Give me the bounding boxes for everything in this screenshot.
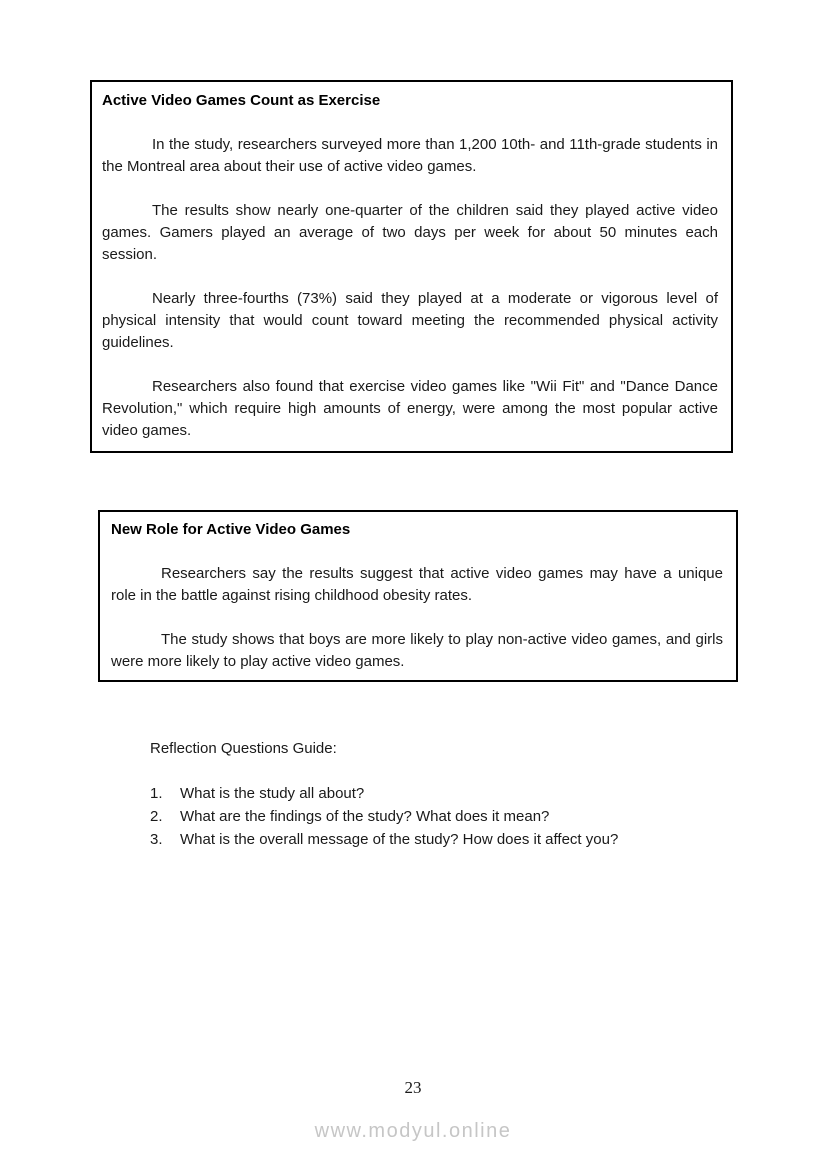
role-paragraph-1: Researchers say the results suggest that active video games may have a unique role in the battle against rising childhood obesity rates. bbox=[111, 565, 723, 604]
reflection-question-1 bbox=[150, 782, 716, 805]
article-paragraph-1: In the study, researchers surveyed more than 1,200 10th- and 11th-grade students in the Montreal area about their use of active video games. bbox=[102, 136, 718, 175]
reflection-question-2 bbox=[150, 805, 716, 828]
role-paragraph-2: The study shows that boys are more likely to play non-active video games, and girls were more likely to play active video games. bbox=[111, 631, 723, 670]
role-box-new-role bbox=[98, 510, 738, 682]
reflection-section bbox=[150, 738, 716, 851]
question-text: What is the study all about? bbox=[180, 785, 365, 802]
question-number: 1. bbox=[150, 785, 163, 802]
article-box-title: Active Video Games Count as Exercise bbox=[102, 92, 381, 109]
question-number: 2. bbox=[150, 808, 163, 825]
reflection-heading: Reflection Questions Guide: bbox=[150, 740, 337, 757]
role-box-title: New Role for Active Video Games bbox=[111, 521, 351, 538]
question-text: What is the overall message of the study? How does it affect you? bbox=[180, 831, 619, 848]
reflection-question-3 bbox=[150, 828, 716, 851]
article-paragraph-4: Researchers also found that exercise video games like "Wii Fit" and "Dance Dance Revolution," which require high amounts of energy, were among the most popular active video games. bbox=[102, 378, 718, 439]
article-paragraph-2: The results show nearly one-quarter of the children said they played active video games. Gamers played an average of two days per week for about 50 minutes each session. bbox=[102, 202, 718, 263]
page-number: 23 bbox=[404, 1078, 422, 1097]
article-paragraph-3: Nearly three-fourths (73%) said they played at a moderate or vigorous level of physical intensity that would count toward meeting the recommended physical activity guidelines. bbox=[102, 290, 718, 351]
question-number: 3. bbox=[150, 831, 163, 848]
question-text: What are the findings of the study? What does it mean? bbox=[180, 808, 550, 825]
reflection-question-list bbox=[150, 782, 716, 851]
watermark: www.modyul.online bbox=[314, 1120, 512, 1142]
article-box-active-video-games bbox=[90, 80, 733, 453]
